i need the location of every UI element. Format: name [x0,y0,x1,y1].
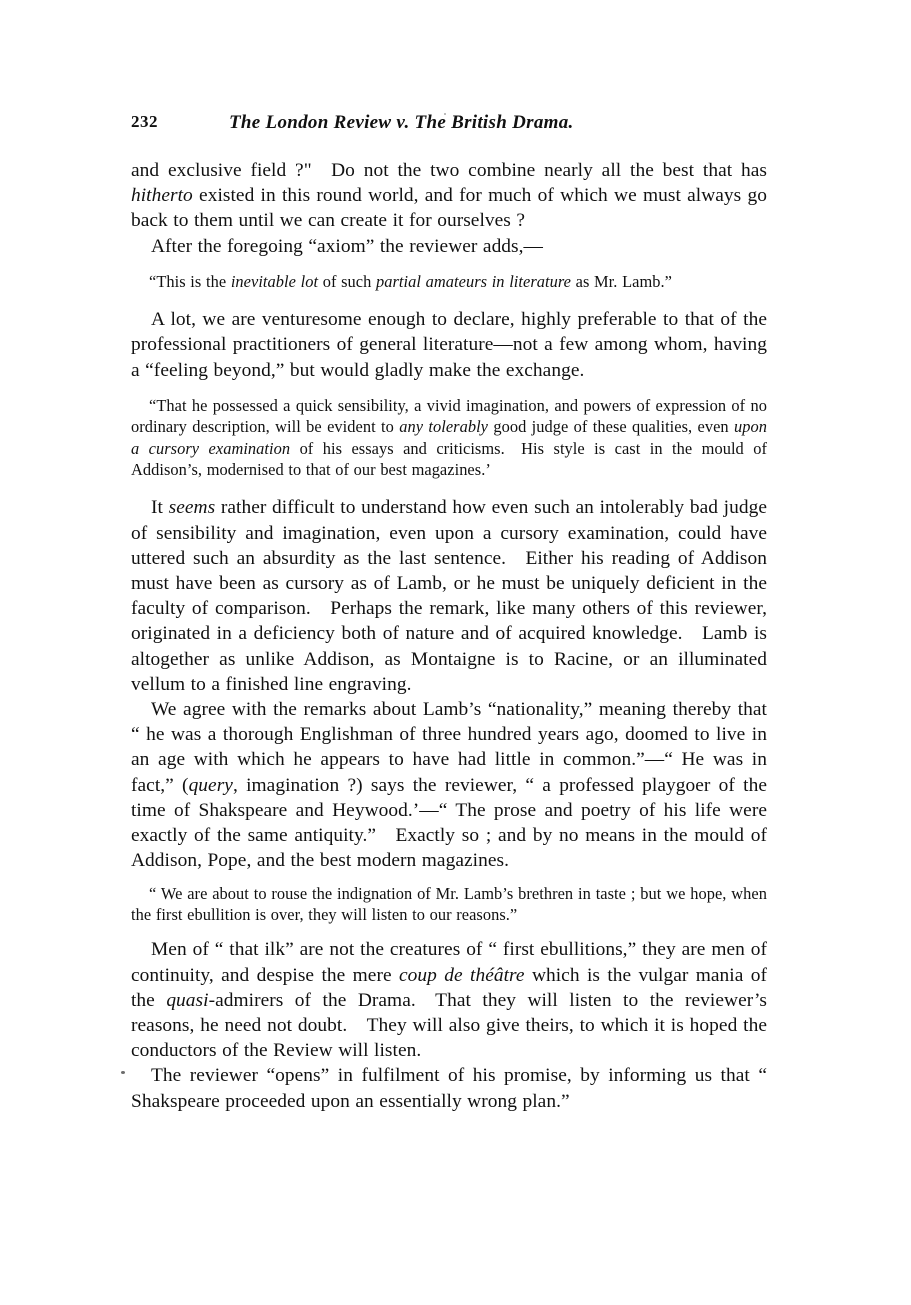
italic-query: query [188,774,233,796]
spacer [131,383,767,395]
paragraph-reviewer-opens: The reviewer “opens” in fulfilment of his promise, by informing us that “ Shakspeare proceeded upon an essentially wrong plan.” [131,1065,767,1112]
paragraph-text-mid: which is the vulgar mania of the [131,964,767,1011]
paragraph-text-tail: , imagination ?) says the reviewer, “ a professed playgoer of the time of Shakspeare and Heywood.’—“ The prose and poetry of his life were exactly of the same antiquity.” Exactly so ; and by no means in the mould of Addison, Pope, and the best modern magazines. [131,774,767,872]
paragraph-we-agree [131,697,767,873]
italic-cursory-examination: upon a cursory examination [131,417,767,458]
paragraph-it-seems [131,495,767,697]
italic-seems: seems [168,497,216,519]
page-number: 232 [131,112,158,131]
italic-phrase: hitherto [131,185,193,207]
spacer [131,259,767,271]
paragraph-text-tail: -admirers of the Drama. That they will listen to the reviewer’s reasons, he need not doubt. They will also give theirs, to which it is hoped the conductors of the Review will listen. [131,989,767,1062]
paragraph-that-ilk [131,937,767,1063]
text-column [131,158,767,1114]
blockquote-quick-sensibility [131,395,767,481]
running-title: The London Review v. The British Drama. [229,112,574,133]
running-head [131,112,771,136]
italic-inevitable-lot: inevitable lot [230,271,319,291]
spacer [131,480,767,495]
quote-tail: as Mr. Lamb.” [571,271,672,291]
paragraph-text-lead: Men of “ that ilk” are not the creatures of “ first ebullitions,” they are men of continuity, and despise the mere [131,939,767,986]
quote-lead: “That he possessed a quick sensibility, a vivid imagination, and powers of expression of no ordinary description, will be evident to [131,395,767,437]
scan-speck [121,1071,125,1074]
italic-quasi: quasi [166,989,209,1011]
spacer [131,874,767,883]
paragraph-after-foregoing: After the foregoing “axiom” the reviewer adds,— [151,235,543,257]
scan-speck [444,113,446,115]
paragraph-text-lead: and exclusive field ?" Do not the two combine nearly all the best that has [131,160,767,181]
spacer [131,925,767,937]
blockquote-inevitable-lot [131,271,767,292]
paragraph-a-lot: A lot, we are venturesome enough to declare, highly preferable to that of the professional practitioners of general literature—not a few among whom, having a “feeling beyond,” but would gladly make the exchange. [131,309,767,381]
quote-mid: good judge of these qualities, even [488,417,735,437]
blockquote-rouse-indignation: “ We are about to rouse the indignation of Mr. Lamb’s brethren in taste ; but we hope, when the first ebullition is over, they will listen to our reasons.” [131,883,767,924]
paragraph-continuation [131,158,767,234]
paragraph-text-tail: rather difficult to understand how even such an intolerably bad judge of sensibility and imagination, even upon a cursory examination, could have uttered such an absurdity as the last sentence. Either his reading of Addison must have been as cursory as of Lamb, or he must be uniquely deficient in the faculty of comparison. Perhaps the remark, like many others of this reviewer, originated in a deficiency both of nature and of acquired knowledge. Lamb is altogether as unlike Addison, as Montaigne is to Racine, or an illuminated vellum to a finished line engraving. [131,497,767,695]
italic-coup-de-theatre: coup de théâtre [398,964,525,986]
paragraph-text-lead: It [151,497,169,519]
paragraph-text-lead: We agree with the remarks about Lamb’s “nationality,” meaning thereby that “ he was a thorough Englishman of three hundred years ago, doomed to live in an age with which he appears to have had little in common.”—“ He was in fact,” ( [131,699,767,796]
italic-partial-amateurs: partial amateurs in literature [376,271,571,291]
paragraph-text-tail: existed in this round world, and for much of which we must always go back to them until we can create it for ourselves ? [131,185,767,232]
quote-tail: of his essays and criticisms. His style is cast in the mould of Addison’s, modernised to that of our best magazines.’ [131,438,767,480]
spacer [131,292,767,307]
quote-lead: “This is the [149,271,231,291]
quote-mid: of such [318,271,377,291]
italic-any-tolerably: any tolerably [399,417,489,437]
